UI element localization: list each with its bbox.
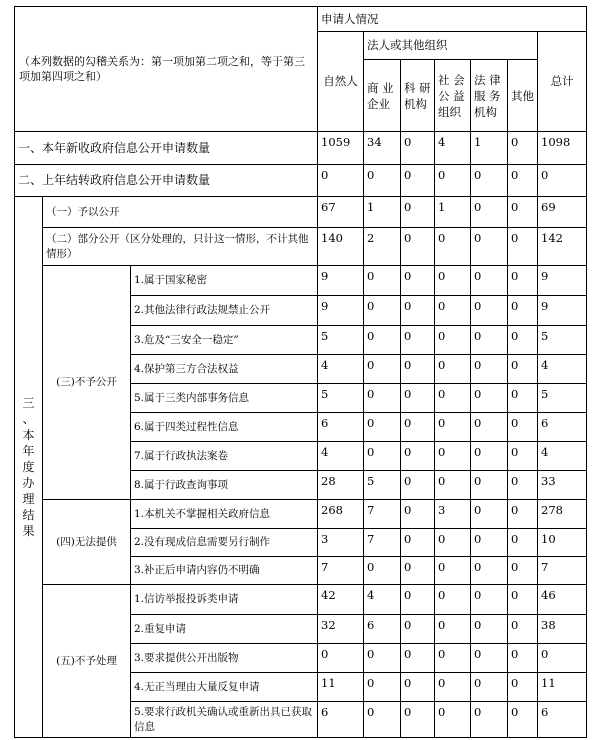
row-label: 1.属于国家秘密 bbox=[131, 266, 318, 296]
row-label: 1.本机关不掌握相关政府信息 bbox=[131, 500, 318, 529]
report-table-container bbox=[14, 6, 586, 738]
cell-value: 0 bbox=[471, 296, 508, 326]
cell-value: 3 bbox=[435, 500, 471, 529]
cell-value: 10 bbox=[538, 529, 587, 557]
header-other: 其他 bbox=[508, 60, 538, 132]
cell-value: 11 bbox=[538, 673, 587, 702]
cell-value: 5 bbox=[364, 471, 401, 500]
cell-value: 4 bbox=[538, 355, 587, 384]
cell-value: 4 bbox=[318, 442, 364, 471]
cell-value: 0 bbox=[401, 228, 435, 266]
cell-value: 0 bbox=[364, 413, 401, 442]
row-label: 4.保护第三方合法权益 bbox=[131, 355, 318, 384]
cell-value: 0 bbox=[401, 266, 435, 296]
cell-value: 0 bbox=[401, 326, 435, 355]
cell-value: 0 bbox=[364, 165, 401, 197]
cell-value: 32 bbox=[318, 615, 364, 644]
cell-value: 0 bbox=[401, 529, 435, 557]
group-label-not-process: (五)不予处理 bbox=[43, 585, 131, 738]
cell-value: 69 bbox=[538, 197, 587, 228]
cell-value: 0 bbox=[508, 673, 538, 702]
row-label: 二、上年结转政府信息公开申请数量 bbox=[15, 165, 318, 197]
cell-value: 0 bbox=[401, 132, 435, 165]
cell-value: 0 bbox=[471, 529, 508, 557]
row-label: 2.其他法律行政法规禁止公开 bbox=[131, 296, 318, 326]
row-label: （一）予以公开 bbox=[43, 197, 318, 228]
cell-value: 0 bbox=[401, 384, 435, 413]
cell-value: 46 bbox=[538, 585, 587, 615]
cell-value: 7 bbox=[364, 500, 401, 529]
row-disclose bbox=[15, 197, 587, 228]
cell-value: 5 bbox=[318, 384, 364, 413]
cell-value: 0 bbox=[435, 296, 471, 326]
cell-value: 38 bbox=[538, 615, 587, 644]
row-new-requests bbox=[15, 132, 587, 165]
row-label: 一、本年新收政府信息公开申请数量 bbox=[15, 132, 318, 165]
cell-value: 0 bbox=[538, 644, 587, 673]
cell-value: 7 bbox=[318, 557, 364, 585]
group-label-not-disclose: (三)不予公开 bbox=[43, 266, 131, 500]
cell-value: 0 bbox=[401, 644, 435, 673]
cell-value: 0 bbox=[401, 557, 435, 585]
cell-value: 0 bbox=[508, 165, 538, 197]
row-label: （二）部分公开（区分处理的，只计这一情形，不计其他情形） bbox=[43, 228, 318, 266]
cell-value: 140 bbox=[318, 228, 364, 266]
cell-value: 0 bbox=[471, 326, 508, 355]
report-table bbox=[14, 6, 587, 738]
cell-value: 0 bbox=[401, 673, 435, 702]
cell-value: 0 bbox=[471, 471, 508, 500]
row-label: 4.无正当理由大量反复申请 bbox=[131, 673, 318, 702]
cell-value: 0 bbox=[435, 615, 471, 644]
row-label: 8.属于行政查询事项 bbox=[131, 471, 318, 500]
cell-value: 0 bbox=[471, 615, 508, 644]
cell-value: 0 bbox=[508, 132, 538, 165]
cell-value: 0 bbox=[508, 413, 538, 442]
cell-value: 7 bbox=[538, 557, 587, 585]
header-commercial: 商 业企业 bbox=[364, 60, 401, 132]
cell-value: 0 bbox=[364, 644, 401, 673]
row-label: 5.属于三类内部事务信息 bbox=[131, 384, 318, 413]
cell-value: 9 bbox=[318, 296, 364, 326]
row-label: 2.没有现成信息需要另行制作 bbox=[131, 529, 318, 557]
cell-value: 0 bbox=[401, 296, 435, 326]
cell-value: 0 bbox=[435, 702, 471, 738]
row-not-process-1 bbox=[15, 585, 587, 615]
header-research: 科 研机构 bbox=[401, 60, 435, 132]
header-total: 总计 bbox=[538, 32, 587, 132]
cell-value: 0 bbox=[364, 702, 401, 738]
row-unable-1 bbox=[15, 500, 587, 529]
cell-value: 33 bbox=[538, 471, 587, 500]
cell-value: 0 bbox=[471, 266, 508, 296]
cell-value: 0 bbox=[364, 442, 401, 471]
cell-value: 67 bbox=[318, 197, 364, 228]
cell-value: 0 bbox=[508, 702, 538, 738]
cell-value: 1 bbox=[364, 197, 401, 228]
cell-value: 0 bbox=[471, 644, 508, 673]
cell-value: 1059 bbox=[318, 132, 364, 165]
row-label: 3.要求提供公开出版物 bbox=[131, 644, 318, 673]
cell-value: 0 bbox=[508, 197, 538, 228]
cell-value: 28 bbox=[318, 471, 364, 500]
cell-value: 0 bbox=[435, 228, 471, 266]
cell-value: 0 bbox=[508, 228, 538, 266]
cell-value: 0 bbox=[364, 557, 401, 585]
cell-value: 0 bbox=[435, 585, 471, 615]
cell-value: 0 bbox=[401, 442, 435, 471]
cell-value: 0 bbox=[401, 500, 435, 529]
cell-value: 0 bbox=[364, 355, 401, 384]
cell-value: 0 bbox=[318, 165, 364, 197]
row-label: 1.信访举报投诉类申请 bbox=[131, 585, 318, 615]
cell-value: 0 bbox=[508, 615, 538, 644]
cell-value: 0 bbox=[471, 702, 508, 738]
cell-value: 6 bbox=[538, 413, 587, 442]
cell-value: 7 bbox=[364, 529, 401, 557]
cell-value: 3 bbox=[318, 529, 364, 557]
row-partial bbox=[15, 228, 587, 266]
cell-value: 0 bbox=[471, 557, 508, 585]
row-carryover bbox=[15, 165, 587, 197]
cell-value: 0 bbox=[508, 557, 538, 585]
cell-value: 0 bbox=[508, 296, 538, 326]
cell-value: 0 bbox=[508, 384, 538, 413]
cell-value: 1 bbox=[471, 132, 508, 165]
cell-value: 0 bbox=[471, 442, 508, 471]
cell-value: 0 bbox=[471, 585, 508, 615]
cell-value: 0 bbox=[435, 266, 471, 296]
cell-value: 0 bbox=[471, 500, 508, 529]
cell-value: 142 bbox=[538, 228, 587, 266]
cell-value: 0 bbox=[508, 442, 538, 471]
row-label: 5.要求行政机关确认或重新出具已获取信息 bbox=[131, 702, 318, 738]
cell-value: 5 bbox=[538, 326, 587, 355]
cell-value: 0 bbox=[364, 384, 401, 413]
cell-value: 0 bbox=[364, 266, 401, 296]
cell-value: 0 bbox=[471, 197, 508, 228]
cell-value: 0 bbox=[508, 355, 538, 384]
cell-value: 0 bbox=[401, 585, 435, 615]
cell-value: 0 bbox=[401, 471, 435, 500]
cell-value: 6 bbox=[538, 702, 587, 738]
cell-value: 9 bbox=[318, 266, 364, 296]
cell-value: 0 bbox=[435, 326, 471, 355]
cell-value: 0 bbox=[471, 673, 508, 702]
cell-value: 4 bbox=[364, 585, 401, 615]
cell-value: 2 bbox=[364, 228, 401, 266]
row-label: 2.重复申请 bbox=[131, 615, 318, 644]
row-label: 7.属于行政执法案卷 bbox=[131, 442, 318, 471]
cell-value: 0 bbox=[508, 585, 538, 615]
cell-value: 11 bbox=[318, 673, 364, 702]
cell-value: 0 bbox=[401, 702, 435, 738]
cell-value: 0 bbox=[435, 355, 471, 384]
cell-value: 0 bbox=[508, 326, 538, 355]
cell-value: 0 bbox=[508, 500, 538, 529]
cell-value: 0 bbox=[471, 413, 508, 442]
cell-value: 0 bbox=[318, 644, 364, 673]
cell-value: 0 bbox=[471, 165, 508, 197]
cell-value: 0 bbox=[401, 355, 435, 384]
header-natural-person: 自然人 bbox=[318, 32, 364, 132]
row-label: 3.危及“三安全一稳定” bbox=[131, 326, 318, 355]
cell-value: 0 bbox=[401, 165, 435, 197]
cell-value: 0 bbox=[401, 413, 435, 442]
cell-value: 1 bbox=[435, 197, 471, 228]
cell-value: 268 bbox=[318, 500, 364, 529]
header-note: （本列数据的勾稽关系为：第一项加第二项之和，等于第三项加第四项之和） bbox=[15, 7, 318, 132]
cell-value: 0 bbox=[435, 673, 471, 702]
cell-value: 0 bbox=[435, 384, 471, 413]
header-legal-group: 法人或其他组织 bbox=[364, 32, 538, 60]
cell-value: 278 bbox=[538, 500, 587, 529]
cell-value: 0 bbox=[401, 197, 435, 228]
cell-value: 4 bbox=[318, 355, 364, 384]
cell-value: 0 bbox=[508, 529, 538, 557]
cell-value: 42 bbox=[318, 585, 364, 615]
header-legal-service: 法 律服 务机构 bbox=[471, 60, 508, 132]
cell-value: 4 bbox=[435, 132, 471, 165]
section3-label: 三 、 本 年 度 办 理 结 果 bbox=[15, 197, 43, 738]
cell-value: 0 bbox=[435, 442, 471, 471]
cell-value: 0 bbox=[435, 165, 471, 197]
row-label: 6.属于四类过程性信息 bbox=[131, 413, 318, 442]
row-label: 3.补正后申请内容仍不明确 bbox=[131, 557, 318, 585]
cell-value: 6 bbox=[318, 702, 364, 738]
cell-value: 9 bbox=[538, 266, 587, 296]
cell-value: 0 bbox=[471, 355, 508, 384]
cell-value: 0 bbox=[435, 557, 471, 585]
cell-value: 5 bbox=[318, 326, 364, 355]
cell-value: 0 bbox=[364, 673, 401, 702]
cell-value: 0 bbox=[508, 266, 538, 296]
header-applicant-info: 申请人情况 bbox=[318, 7, 587, 32]
cell-value: 0 bbox=[471, 228, 508, 266]
cell-value: 0 bbox=[401, 615, 435, 644]
cell-value: 34 bbox=[364, 132, 401, 165]
cell-value: 0 bbox=[435, 644, 471, 673]
cell-value: 0 bbox=[435, 413, 471, 442]
header-social: 社 会公 益组织 bbox=[435, 60, 471, 132]
cell-value: 1098 bbox=[538, 132, 587, 165]
cell-value: 0 bbox=[538, 165, 587, 197]
cell-value: 0 bbox=[364, 326, 401, 355]
cell-value: 6 bbox=[364, 615, 401, 644]
cell-value: 6 bbox=[318, 413, 364, 442]
cell-value: 0 bbox=[471, 384, 508, 413]
header-row-1 bbox=[15, 7, 587, 32]
cell-value: 0 bbox=[508, 644, 538, 673]
group-label-unable: (四)无法提供 bbox=[43, 500, 131, 585]
cell-value: 0 bbox=[508, 471, 538, 500]
cell-value: 0 bbox=[364, 296, 401, 326]
cell-value: 0 bbox=[435, 529, 471, 557]
cell-value: 4 bbox=[538, 442, 587, 471]
cell-value: 5 bbox=[538, 384, 587, 413]
cell-value: 0 bbox=[435, 471, 471, 500]
row-not-disclose-1 bbox=[15, 266, 587, 296]
cell-value: 9 bbox=[538, 296, 587, 326]
